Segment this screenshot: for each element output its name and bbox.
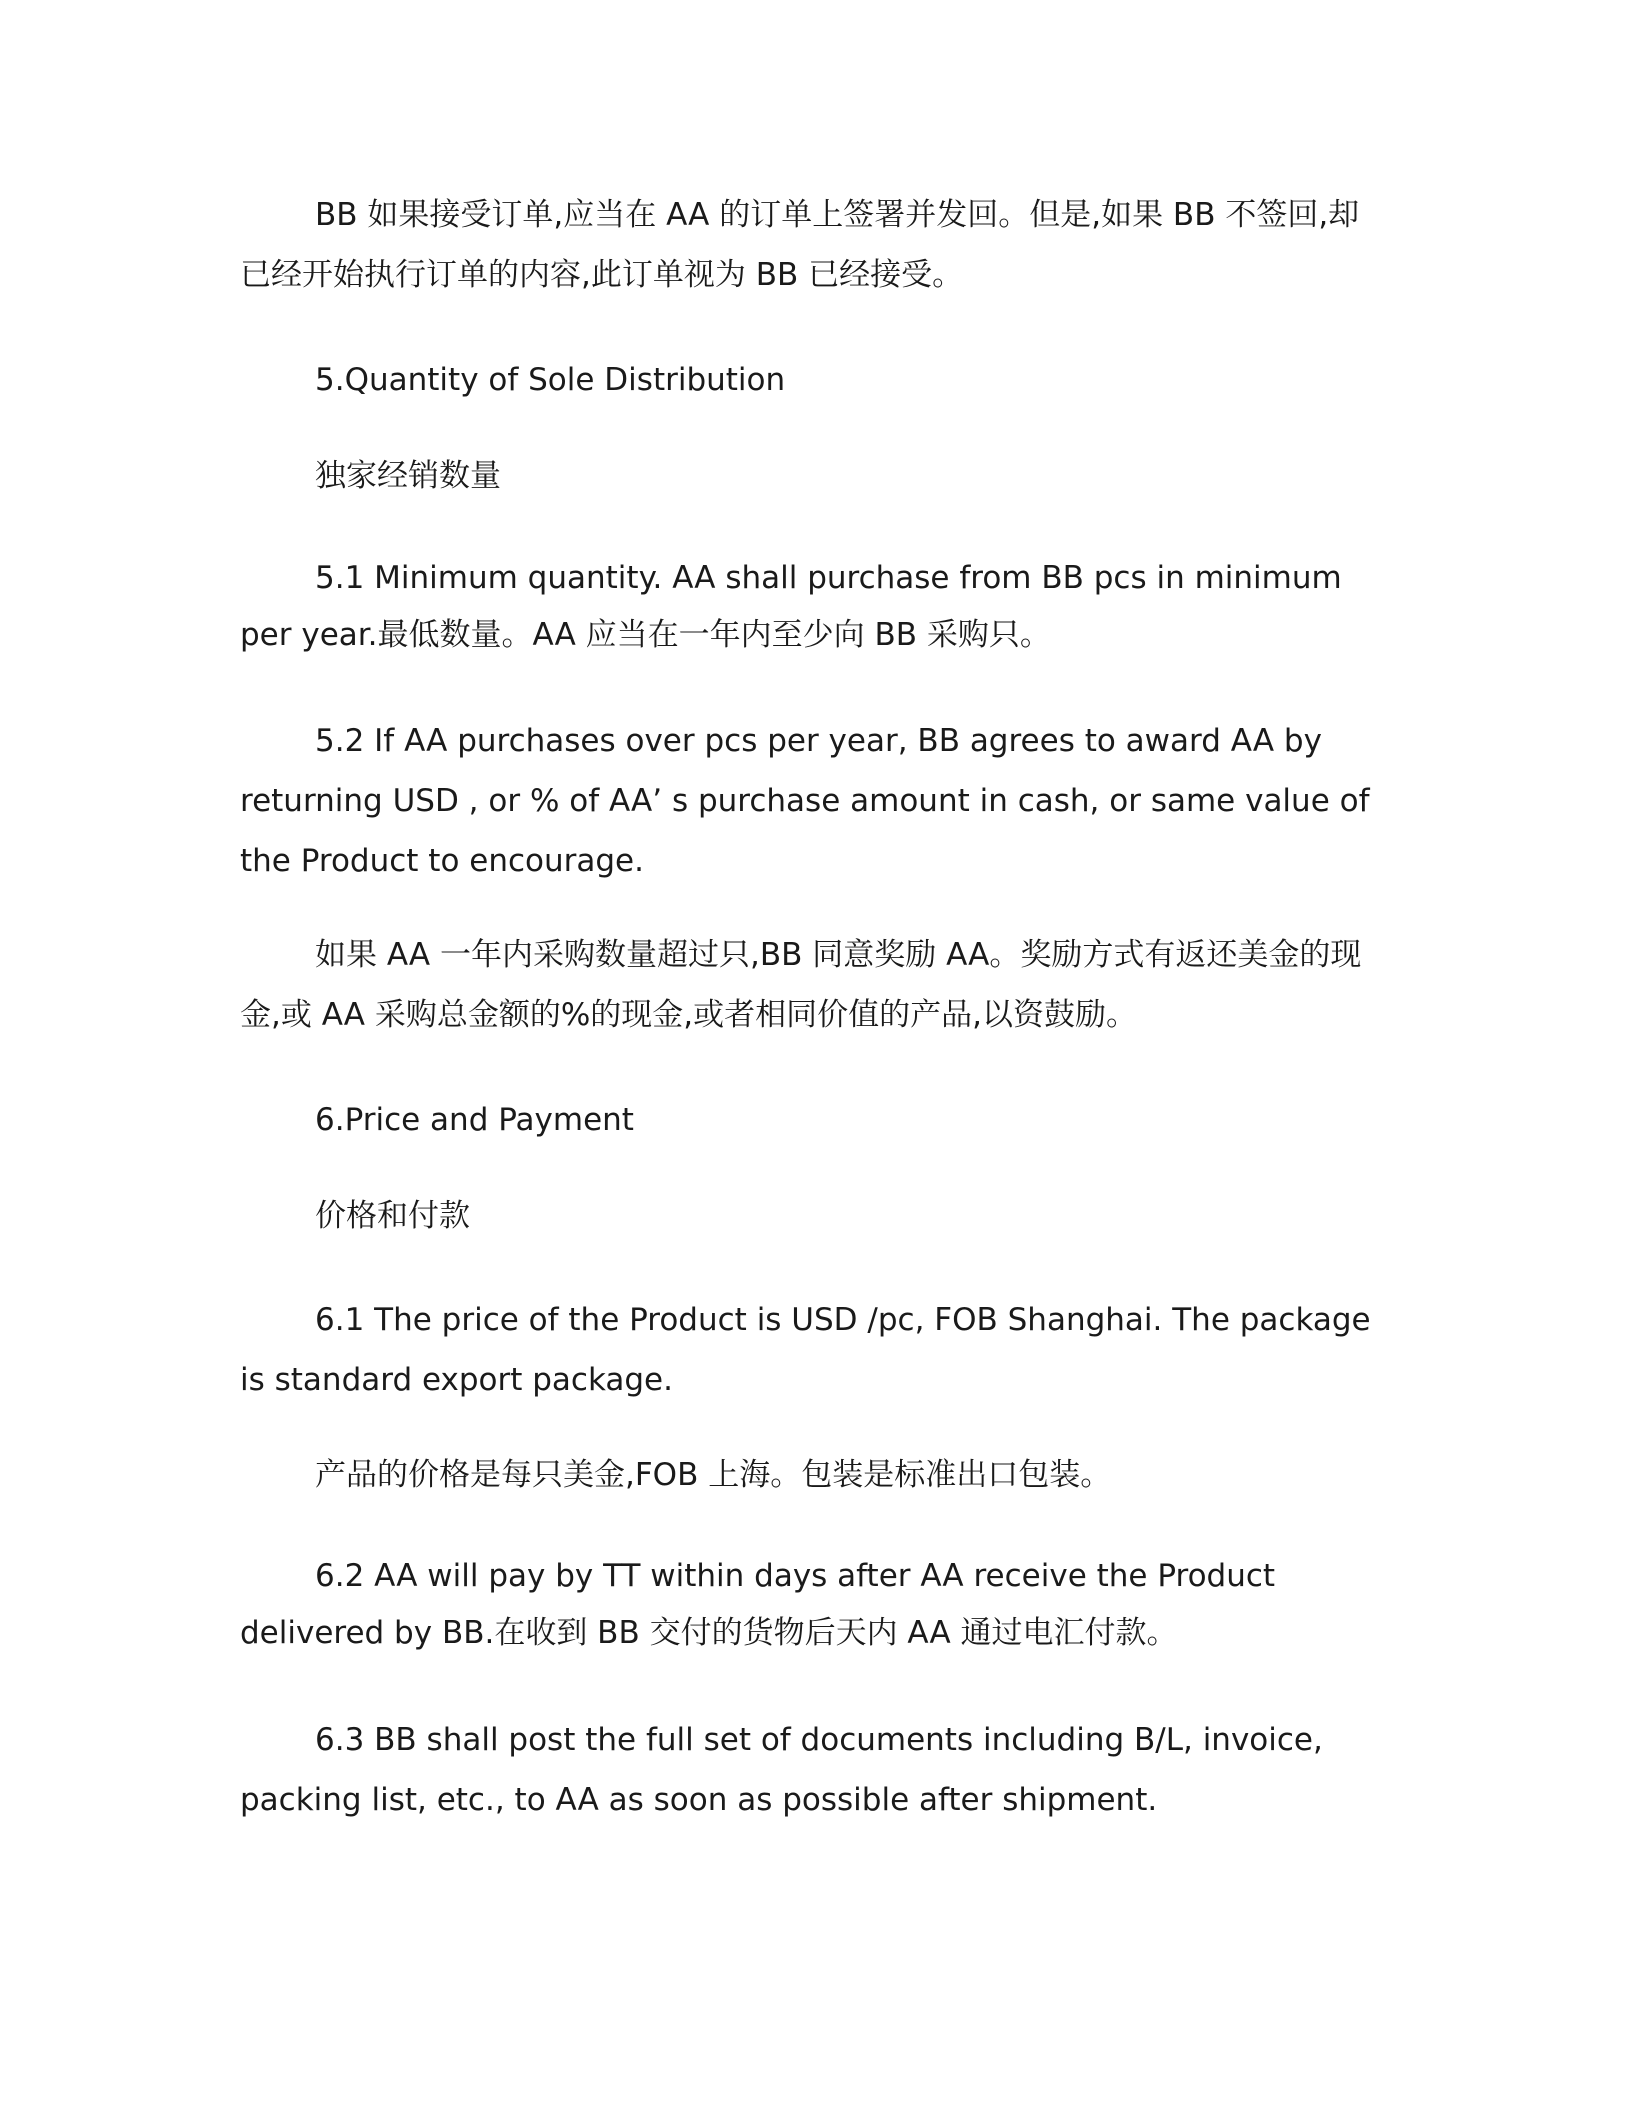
paragraph-order-acceptance: BB 如果接受订单,应当在 AA 的订单上签署并发回。但是,如果 BB 不签回,却已经开始执行订单的内容,此订单视为 BB 已经接受。 [240,197,1360,293]
heading-section-5: 5.Quantity of Sole Distribution [315,362,786,398]
paragraph-6-1: 6.1 The price of the Product is USD /pc, FOB Shanghai. The package is standard export package. [240,1302,1371,1398]
heading-section-5-zh: 独家经销数量 [315,458,501,494]
heading-section-6: 6.Price and Payment [315,1102,634,1138]
heading-section-6-zh: 价格和付款 [315,1198,470,1234]
paragraph-6-1-zh: 产品的价格是每只美金,FOB 上海。包装是标准出口包装。 [315,1457,1112,1493]
paragraph-5-1: 5.1 Minimum quantity. AA shall purchase from BB pcs in minimum per year.最低数量。AA 应当在一年内至少向 BB 采购只。 [240,560,1342,653]
paragraph-6-2: 6.2 AA will pay by TT within days after AA receive the Product delivered by BB.在收到 BB 交付的货物后天内 AA 通过电汇付款。 [240,1558,1276,1651]
paragraph-5-2-zh: 如果 AA 一年内采购数量超过只,BB 同意奖励 AA。奖励方式有返还美金的现金,或 AA 采购总金额的%的现金,或者相同价值的产品,以资鼓励。 [240,937,1362,1033]
paragraph-6-3: 6.3 BB shall post the full set of documents including B/L, invoice, packing list, etc., to AA as soon as possible after shipment. [240,1722,1323,1818]
paragraph-5-2: 5.2 If AA purchases over pcs per year, BB agrees to award AA by returning USD , or % of AA’ s purchase amount in cash, or same value of the Product to encourage. [240,723,1370,879]
